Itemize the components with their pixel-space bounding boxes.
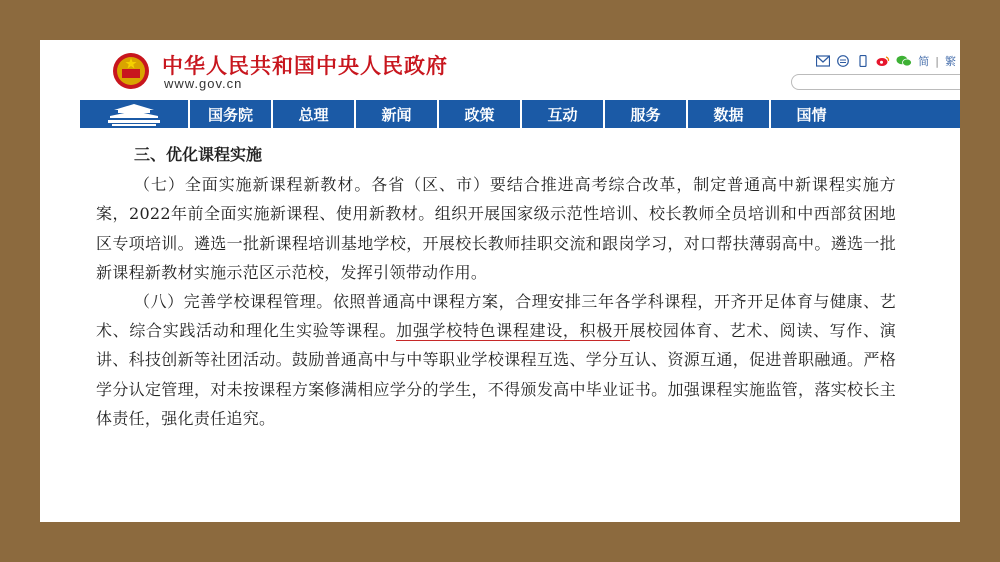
paragraph-eight-text-b: 展校园体育、艺术、阅读、写作、演讲、科技创新等社团活动。鼓励普通高中与中等职业学校课程互选、学分互认、资源互通，促进普职融通。严格学分认定管理，对未按课程方案修满相应学分的学生，不得颁发高中毕业证书。加强课程实施监管，落实校长主体责任，强化责任追究。 xyxy=(96,321,896,428)
mail-icon[interactable] xyxy=(816,55,830,67)
site-header xyxy=(40,40,960,98)
tiananmen-icon xyxy=(80,100,188,128)
nav-item-premier[interactable]: 总理 xyxy=(273,100,356,128)
lang-traditional-link[interactable]: 繁 xyxy=(945,55,956,68)
main-nav xyxy=(80,100,960,128)
nav-item-services[interactable]: 服务 xyxy=(605,100,688,128)
nav-item-news[interactable]: 新闻 xyxy=(356,100,439,128)
search-input[interactable] xyxy=(791,74,960,90)
header-tools xyxy=(816,53,956,69)
lang-simplified-link[interactable]: 简 xyxy=(918,55,930,68)
screenshot-frame xyxy=(40,40,960,522)
nav-item-data[interactable]: 数据 xyxy=(688,100,771,128)
section-heading: 三、优化课程实施 xyxy=(134,145,263,164)
highlighted-phrase: 加强学校特色课程建设，积极开 xyxy=(396,321,630,341)
wechat-icon[interactable] xyxy=(896,55,912,67)
paragraph-seven-text: 各省（区、市）要结合推进高考综合改革，制定普通高中新课程实施方案，2022年前全面实施新课程、使用新教材。组织开展国家级示范性培训、校长教师全员培训和中西部贫困地区专项培训。遴选一批新课程培训基地学校，开展校长教师挂职交流和跟岗学习，对口帮扶薄弱高中。遴选一批新课程新教材实施示范区示范校，发挥引领带动作用。 xyxy=(96,175,896,282)
message-icon[interactable] xyxy=(836,55,850,67)
site-title[interactable]: 中华人民共和国中央人民政府 xyxy=(162,54,448,78)
national-emblem-icon[interactable] xyxy=(112,52,150,90)
site-url[interactable]: www.gov.cn xyxy=(164,76,243,91)
article-body xyxy=(96,140,896,433)
paragraph-seven xyxy=(96,170,896,287)
paragraph-eight-text-a: 依照普通高中课程方案，合理安排三年各学科课程，开齐开足体育与健康、艺术、综合实践活动和理化生实验等课程。 xyxy=(96,292,896,341)
weibo-icon[interactable] xyxy=(876,55,890,67)
nav-item-national-info[interactable]: 国情 xyxy=(796,105,827,124)
lang-separator: | xyxy=(935,54,939,68)
nav-home-tiananmen-icon[interactable] xyxy=(80,100,190,128)
nav-item-policy[interactable]: 政策 xyxy=(439,100,522,128)
paragraph-eight-lead: （八）完善学校课程管理。 xyxy=(134,292,333,312)
nav-item-state-council[interactable]: 国务院 xyxy=(190,100,273,128)
paragraph-seven-lead: （七）全面实施新课程新教材。 xyxy=(134,175,372,195)
paragraph-eight xyxy=(96,287,896,433)
mobile-icon[interactable] xyxy=(856,55,870,67)
nav-item-interaction[interactable]: 互动 xyxy=(522,100,605,128)
